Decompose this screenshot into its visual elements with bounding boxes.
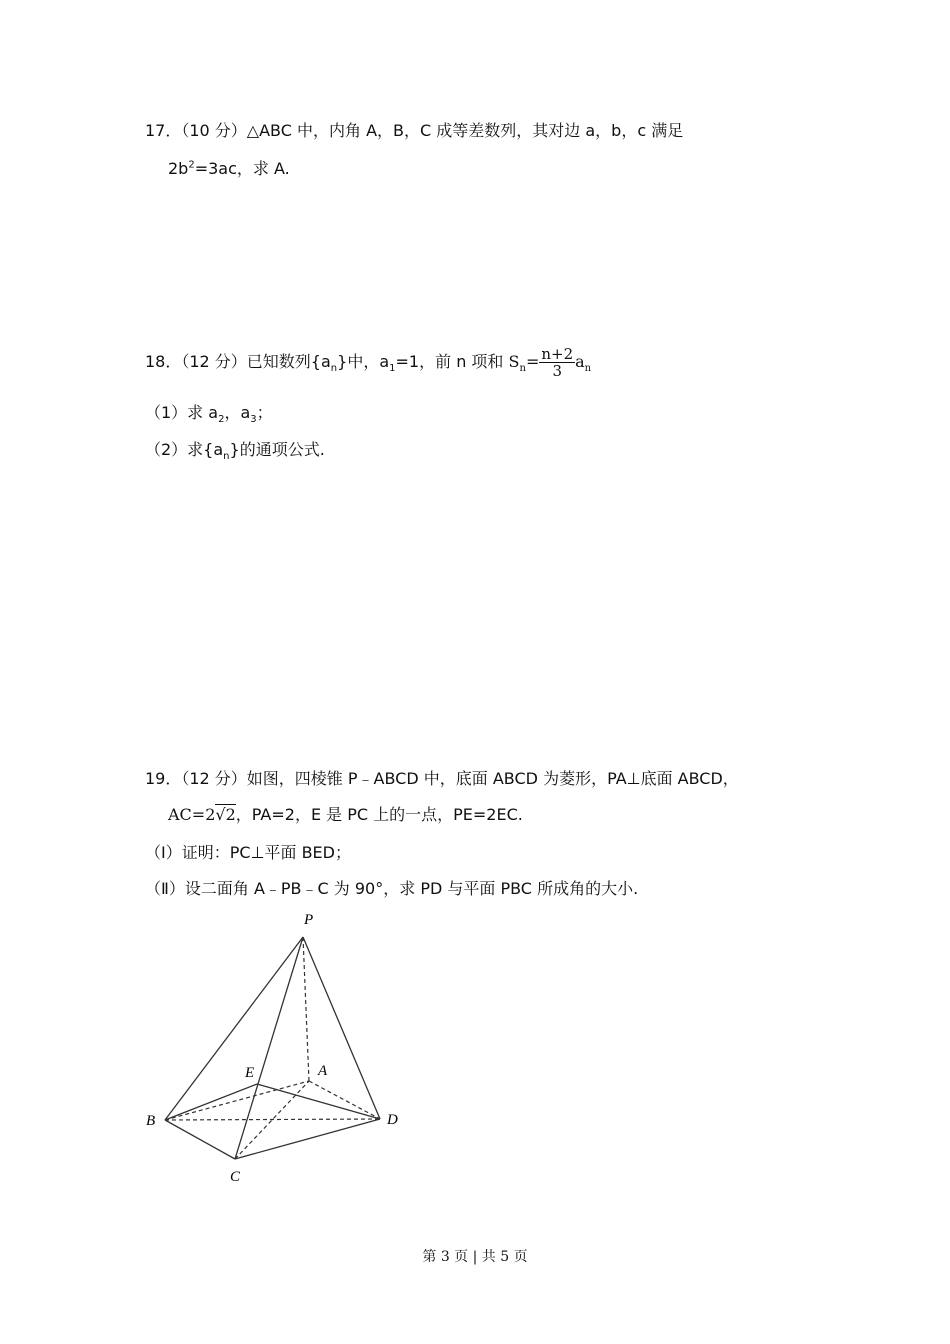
q17-line2: $2b^2=3ac$，求 A. <box>168 159 290 178</box>
label-c: C <box>230 1169 241 1185</box>
q18-part1: （1）求 $a_2$，$a_3$； <box>145 403 273 426</box>
label-d: D <box>387 1112 398 1128</box>
q19-line1: 19．（12 分）如图，四棱锥 P﹣ABCD 中，底面 ABCD 为菱形，PA⊥底面 ABCD， <box>145 769 739 788</box>
page-footer: 第 3 页 | 共 5 页 <box>422 1249 528 1265</box>
q19-part1: （Ⅰ）证明：PC⊥平面 BED； <box>145 843 351 862</box>
q18-part2: （2）求$\{a_n\}$的通项公式. <box>145 440 325 463</box>
q17-line1: 17．（10 分）△ABC 中，内角 A，B，C 成等差数列，其对边 a，b，c 满足 <box>145 121 684 140</box>
q19-part2: （Ⅱ）设二面角 A﹣PB﹣C 为 90°，求 PD 与平面 PBC 所成角的大小. <box>145 879 639 898</box>
label-p: P <box>304 912 314 928</box>
q18-line1: 18．（12 分）已知数列$\{a_n\}$中，$a_1=1$，前 n 项和 $S_n=$ $\frac{n+2}{3}$ $a_n$ <box>145 345 592 380</box>
label-b: B <box>146 1113 156 1129</box>
q19-line2: AC=2√2，PA=2，E 是 PC 上的一点，PE=2EC. <box>168 805 523 824</box>
label-a: A <box>318 1063 328 1079</box>
label-e: E <box>245 1065 255 1081</box>
sum-formula: $S_n=$ $\frac{n+2}{3}$ $a_n$ <box>508 345 592 380</box>
